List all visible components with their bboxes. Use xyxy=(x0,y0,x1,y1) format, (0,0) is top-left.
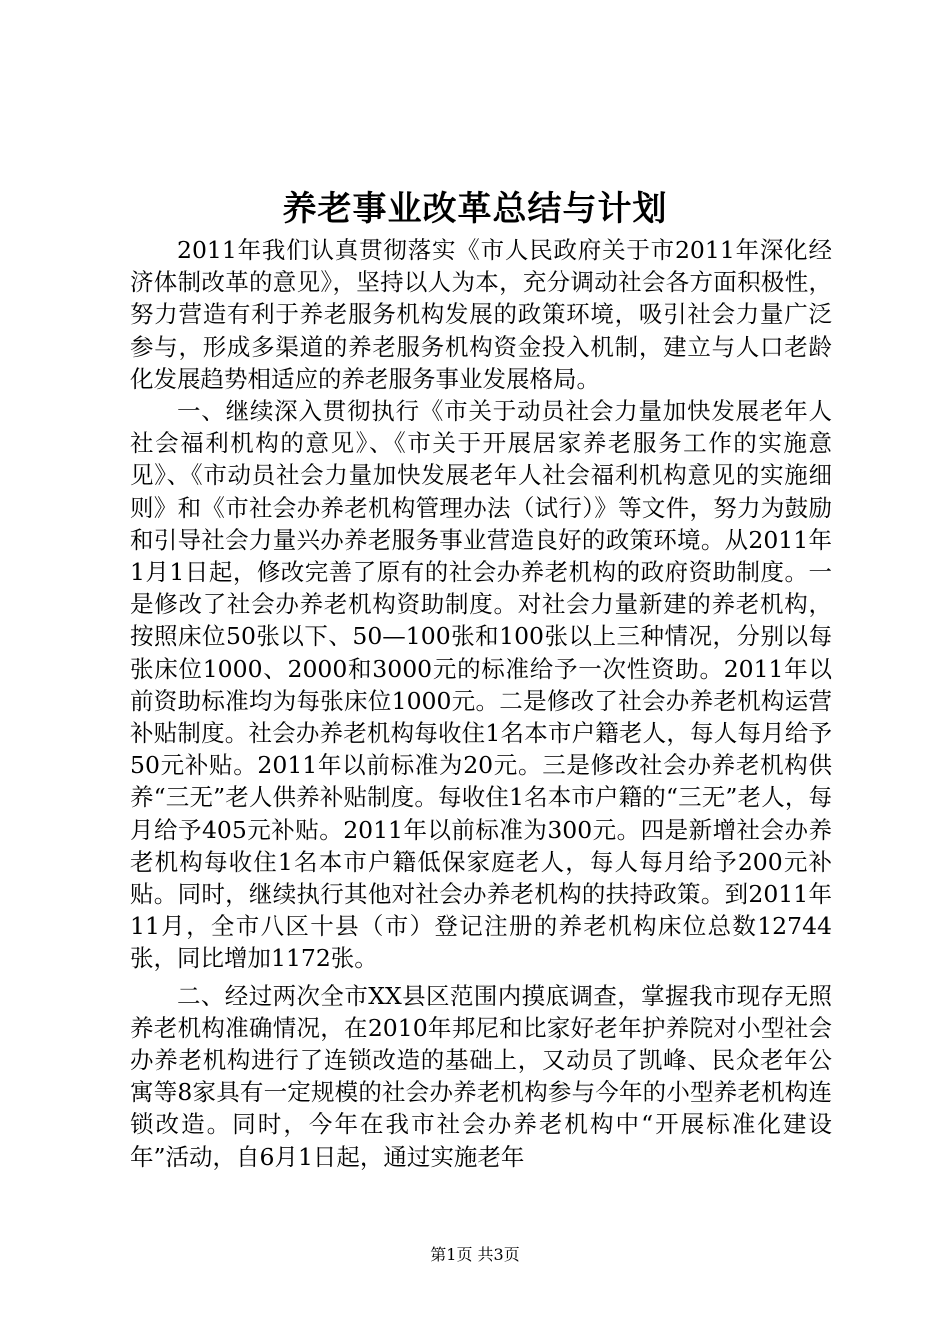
paragraph-section-two: 二、经过两次全市XX县区范围内摸底调查，掌握我市现存无照养老机构准确情况，在2010年邦尼和比家好老年护养院对小型社会办养老机构进行了连锁改造的基础上，又动员了凯峰、民众老年公寓等8家具有一定规模的社会办养老机构参与今年的小型养老机构连锁改造。同时，今年在我市社会办养老机构中“开展标准化建设年”活动，自6月1日起，通过实施老年 xyxy=(130,981,832,1171)
document-body xyxy=(130,234,832,1173)
page-number-footer: 第1页 共3页 xyxy=(430,1245,520,1264)
paragraph-intro: 2011年我们认真贯彻落实《市人民政府关于市2011年深化经济体制改革的意见》，坚持以人为本，充分调动社会各方面积极性，努力营造有利于养老服务机构发展的政策环境，吸引社会力量广泛参与，形成多渠道的养老服务机构资金投入机制，建立与人口老龄化发展趋势相适应的养老服务事业发展格局。 xyxy=(130,236,832,393)
paragraph-section-one: 一、继续深入贯彻执行《市关于动员社会力量加快发展老年人社会福利机构的意见》、《市关于开展居家养老服务工作的实施意见》、《市动员社会力量加快发展老年人社会福利机构意见的实施细则》和《市社会办养老机构管理办法（试行）》等文件，努力为鼓励和引导社会力量兴办养老服务事业营造良好的政策环境。从2011年1月1日起，修改完善了原有的社会办养老机构的政府资助制度。一是修改了社会办养老机构资助制度。对社会力量新建的养老机构，按照床位50张以下、50—100张和100张以上三种情况，分别以每张床位1000、2000和3000元的标准给予一次性资助。2011年以前资助标准均为每张床位1000元。二是修改了社会办养老机构运营补贴制度。社会办养老机构每收住1名本市户籍老人，每人每月给予50元补贴。2011年以前标准为20元。三是修改社会办养老机构供养“三无”老人供养补贴制度。每收住1名本市户籍的“三无”老人，每月给予405元补贴。2011年以前标准为300元。四是新增社会办养老机构每收住1名本市户籍低保家庭老人，每人每月给予200元补贴。同时，继续执行其他对社会办养老机构的扶持政策。到2011年11月，全市八区十县（市）登记注册的养老机构床位总数12744张，同比增加1172张。 xyxy=(130,397,832,973)
document-title: 养老事业改革总结与计划 xyxy=(282,189,668,229)
